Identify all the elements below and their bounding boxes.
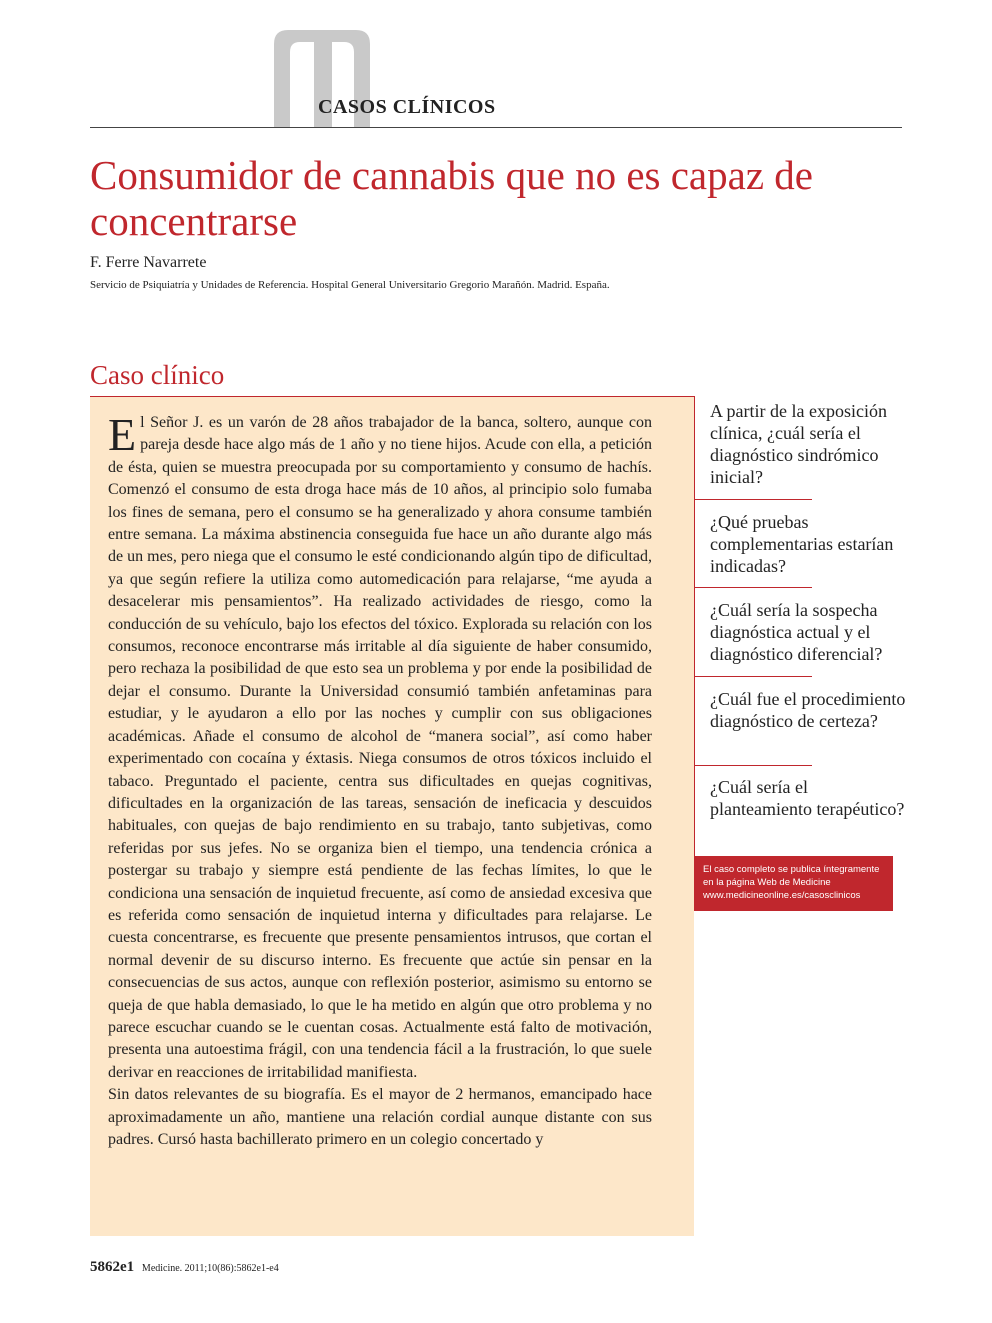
question-divider: [695, 499, 812, 500]
header-divider: [90, 127, 902, 128]
question-divider: [695, 676, 812, 677]
case-text: [108, 409, 652, 1151]
case-paragraph-1: [108, 409, 652, 1084]
notice-line-1: El caso completo se publica íntegramente: [703, 864, 880, 875]
question-5: ¿Cuál sería el planteamiento terapéutico?: [710, 777, 905, 819]
article-title: Consumidor de cannabis que no es capaz de concentrarse: [90, 152, 813, 244]
drop-cap: E: [108, 409, 137, 460]
question-3: ¿Cuál sería la sospecha diagnóstica actual y el diagnóstico diferencial?: [710, 600, 883, 664]
case-paragraph-2: Sin datos relevantes de su biografía. Es el mayor de 2 hermanos, emancipado hace aproximadamente un año, mantiene una relación cordial aunque distante con sus padres. Cursó hasta bachillerato primero en un colegio concertado y: [108, 1086, 652, 1148]
online-notice: [695, 856, 893, 911]
question-4: ¿Cuál fue el procedimiento diagnóstico de certeza?: [710, 689, 906, 731]
case-text-box: [90, 396, 694, 1236]
citation: Medicine. 2011;10(86):5862e1-e4: [141, 1263, 279, 1274]
case-heading: Caso clínico: [90, 360, 225, 390]
section-label: CASOS CLÍNICOS: [318, 96, 496, 118]
box-top-divider: [90, 396, 694, 397]
question-2: ¿Qué pruebas complementarias estarían indicadas?: [710, 512, 894, 576]
questions-vertical-divider: [694, 396, 695, 911]
affiliation: Servicio de Psiquiatría y Unidades de Referencia. Hospital General Universitario Gregorio Marañón. Madrid. España.: [90, 279, 610, 291]
notice-url[interactable]: www.medicineonline.es/casosclinicos: [703, 890, 861, 901]
page-footer: [90, 1259, 279, 1276]
question-divider: [695, 765, 812, 766]
page-number: 5862e1: [90, 1259, 135, 1275]
case-paragraph-1-text: l Señor J. es un varón de 28 años trabajador de la banca, soltero, aunque con pareja desde hace algo más de 1 año y no tiene hijos. Acude con ella, a petición de ésta, quien se muestra preocupada por su comportamiento y consumo de hachís. Comenzó el consumo de esta droga hace más de 10 años, al principio solo fumaba los fines de semana, pero el consumo se ha generalizado y ahora consume también entre semana. La máxima abstinencia conseguida fue hace un año durante algo más de un mes, pero niega que el consumo le esté condicionando algún tipo de dificultad, ya que según refiere la utiliza como automedicación para relajarse, “me ayuda a desacelerar mis pensamientos”. Ha realizado actividades de riesgo, como la conducción de su vehículo, bajo los efectos del tóxico. Explorada su relación con los consumos, reconoce encontrarse más irritable al día siguiente de haber consumido, pero rechaza la posibilidad de que esto sea un problema y por ende la posibilidad de dejar el consumo. Durante la Universidad consumió también anfetaminas para estudiar, y le ayudaron a ello por las noches y cumplir con sus obligaciones académicas. Añade el consumo de alcohol de “manera social”, así como haber experimentado con cocaína y éxtasis. Niega consumos de otros tóxicos incluido el tabaco. Preguntado el paciente, centra sus dificultades en quejas cognitivas, dificultades en la organización de las tareas, sensación de ineficacia y descuidos habituales, con quejas de bajo rendimiento en su trabajo, tanto subjetivas, como referidas por sus jefes. No se organiza bien el tiempo, una tendencia crónica a postergar su trabajo y siempre está pendiente de las fechas límites, lo que le condiciona una sensación de inquietud frecuente, así como de ansiedad excesiva que es referida como sensación de inquietud interna y dificultades para relajarse. Le cuesta concentrarse, es frecuente que presente pensamientos intrusos, que cortan el normal devenir de su discurso interno. Es frecuente que actúe sin pensar en la consecuencias de sus actos, aunque con reflexión posterior, asimismo su entorno se queja de que habla demasiado, lo que le ha metido en algún que otro problema y no parece escuchar cuando se le cuentan cosas. Actualmente está falto de motivación, presenta una autoestima frágil, con una tendencia fácil a la frustración, lo que suele derivar en reacciones de irritabilidad manifiesta.: [108, 414, 652, 1081]
question-1: A partir de la exposición clínica, ¿cuál sería el diagnóstico sindrómico inicial?: [710, 401, 887, 487]
notice-line-2: en la página Web de Medicine: [703, 877, 831, 888]
question-divider: [695, 587, 812, 588]
author: F. Ferre Navarrete: [90, 254, 207, 271]
